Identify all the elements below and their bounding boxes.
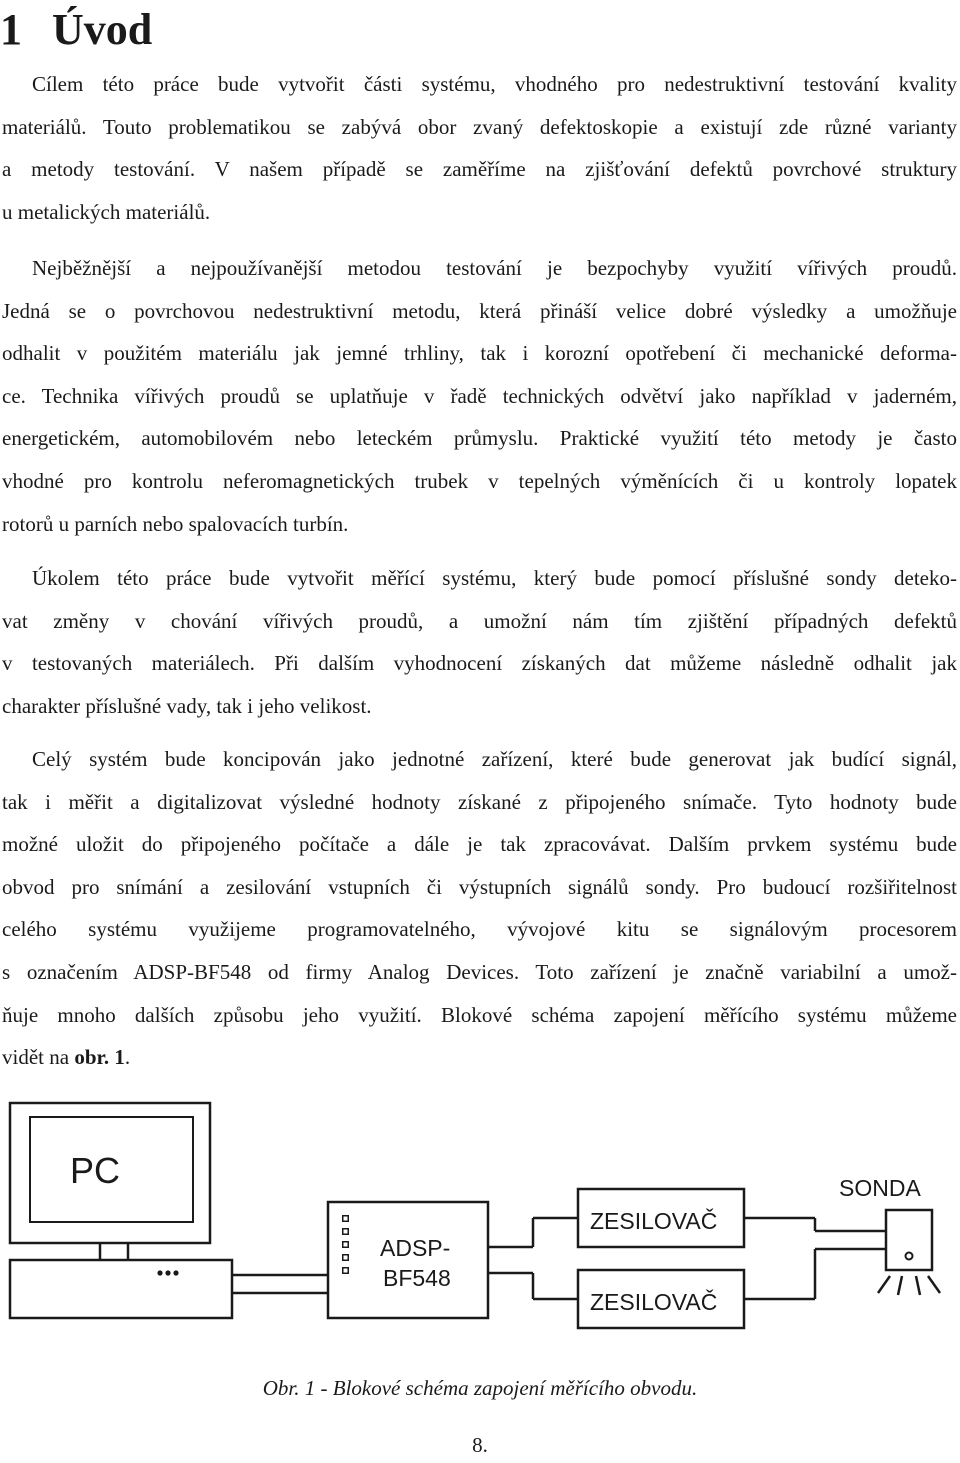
text-line: rotorů u parních nebo spalovacích turbín. — [2, 511, 349, 536]
pc-led — [157, 1270, 162, 1275]
pc-led — [173, 1270, 178, 1275]
block-diagram — [0, 1095, 960, 1365]
text-line: možné uložit do připojeného počítače a dále je tak zpracovávat. Dalším prvkem systému bude — [2, 832, 957, 857]
text-line: Jedná se o povrchovou nedestruktivní metodu, která přináší velice dobré výsledky a umožňuje — [2, 298, 957, 323]
section-heading — [0, 2, 152, 58]
text-line: a metody testování. V našem případě se zaměříme na zjišťování defektů povrchové struktury — [2, 157, 957, 182]
paragraph-1 — [2, 63, 957, 233]
text-line: s označením ADSP-BF548 od firmy Analog Devices. Toto zařízení je značně variabilní a umož- — [2, 959, 957, 984]
text-line: energetickém, automobilovém nebo leteckém průmyslu. Praktické využití této metody je často — [2, 426, 957, 451]
text-line: Celý systém bude koncipován jako jednotné zařízení, které bude generovat jak budící signál, — [32, 747, 957, 771]
amp2-label: ZESILOVAČ — [590, 1289, 718, 1315]
text-line: materiálů. Touto problematikou se zabývá obor zvaný defektoskopie a existují zde různé varianty — [2, 114, 957, 139]
probe-ray — [928, 1276, 940, 1293]
probe-sensor-icon — [906, 1253, 913, 1260]
page-number: 8. — [472, 1433, 488, 1457]
text-line: v testovaných materiálech. Při dalším vyhodnocení získaných dat můžeme následně odhalit jak — [2, 651, 957, 676]
text-line: ce. Technika vířivých proudů se uplatňuje v řadě technických odvětví jako například v jaderném, — [2, 383, 957, 408]
probe-body — [886, 1210, 932, 1270]
text-fragment: . — [124, 1045, 131, 1070]
text-fragment: vidět na — [2, 1045, 75, 1070]
text-line: vat změny v chování vířivých proudů, a umožní nám tím zjištění případných defektů — [2, 608, 957, 633]
text-line-last — [2, 1036, 957, 1079]
text-line: vhodné pro kontrolu neferomagnetických trubek v tepelných výměnících či u kontroly lopatek — [2, 468, 957, 493]
figure-caption: Obr. 1 - Blokové schéma zapojení měřícího obvodu. — [262, 1376, 698, 1400]
paragraph-4 — [2, 738, 957, 1079]
pc-base — [10, 1260, 232, 1318]
text-line: odhalit v použitém materiálu jak jemné trhliny, tak i korozní opotřebení či mechanické deforma- — [2, 341, 957, 366]
text-line: tak i měřit a digitalizovat výsledné hodnoty získané z připojeného snímače. Tyto hodnoty bude — [2, 789, 957, 814]
probe-ray — [916, 1276, 920, 1295]
text-line: Úkolem této práce bude vytvořit měřící systému, který bude pomocí příslušné sondy deteko- — [32, 566, 957, 590]
probe-label: SONDA — [839, 1175, 921, 1201]
probe-ray — [898, 1276, 902, 1295]
text-line: Nejběžnější a nejpoužívanější metodou testování je bezpochyby využití vířivých proudů. — [32, 256, 957, 280]
paragraph-3 — [2, 557, 957, 727]
text-line: charakter příslušné vady, tak i jeho velikost. — [2, 693, 372, 718]
text-line: obvod pro snímání a zesilování vstupních či výstupních signálů sondy. Pro budoucí rozšiřitelnost — [2, 874, 957, 899]
figure-reference: obr. 1 — [74, 1045, 125, 1070]
pc-led — [165, 1270, 170, 1275]
section-number: 1 — [0, 5, 22, 54]
text-line: Cílem této práce bude vytvořit části systému, vhodného pro nedestruktivní testování kvality — [32, 72, 957, 96]
dsp-label-1: ADSP- — [380, 1235, 451, 1261]
pc-label: PC — [70, 1150, 121, 1191]
text-line: celého systému využijeme programovatelného, vývojové kitu se signálovým procesorem — [2, 917, 957, 942]
dsp-label-2: BF548 — [383, 1265, 451, 1291]
amp1-label: ZESILOVAČ — [590, 1208, 718, 1234]
text-line: u metalických materiálů. — [2, 199, 211, 224]
section-title: Úvod — [52, 5, 153, 54]
paragraph-2 — [2, 247, 957, 545]
probe-ray — [878, 1276, 890, 1293]
text-line: ňuje mnoho dalších způsobu jeho využití. Blokové schéma zapojení měřícího systému můžeme — [2, 1002, 957, 1027]
